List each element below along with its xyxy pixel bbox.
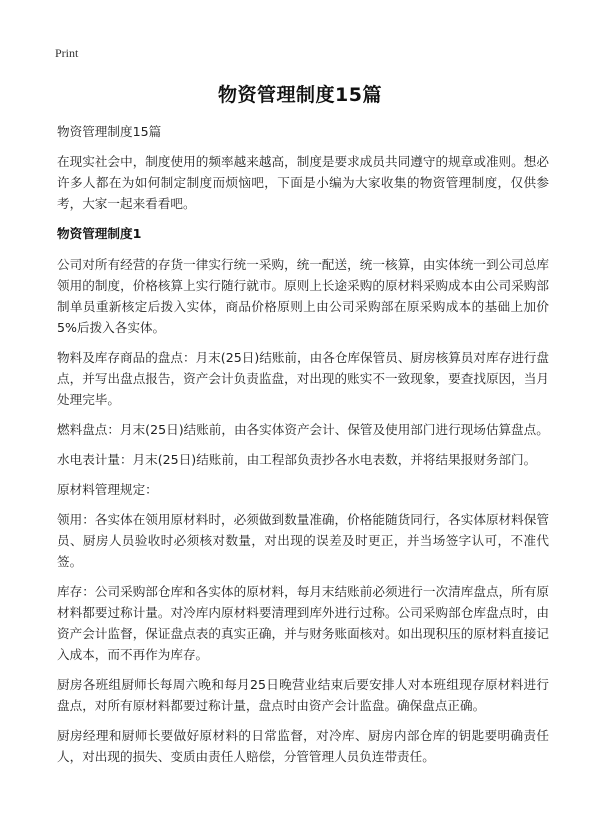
paragraph: 厨房经理和厨师长要做好原材料的日常监督，对冷库、厨房内部仓库的钥匙要明确责任人，对出现的损失、变质由责任人赔偿，分管管理人员负连带责任。 <box>57 728 549 764</box>
paragraph: 原材料管理规定： <box>57 482 158 497</box>
intro-paragraph: 在现实社会中，制度使用的频率越来越高，制度是要求成员共同遵守的规章或准则。想必许多人都在为如何制定制度而烦恼吧，下面是小编为大家收集的物资管理制度，仅供参考，大家一起来看看吧。 <box>57 154 549 211</box>
page-title: 物资管理制度15篇 <box>218 84 382 106</box>
paragraph: 燃料盘点：月末(25日)结账前，由各实体资产会计、保管及使用部门进行现场估算盘点。 <box>57 422 549 437</box>
paragraph: 公司对所有经营的存货一律实行统一采购，统一配送，统一核算，由实体统一到公司总库领用的制度，价格核算上实行随行就市。原则上长途采购的原材料采购成本由公司采购部制单员重新核定后拨入实体，商品价格原则上由公司采购部在原采购成本的基础上加价5%后拨入各实体。 <box>57 257 549 335</box>
paragraph: 水电表计量：月末(25日)结账前，由工程部负责抄各水电表数，并将结果报财务部门。 <box>57 452 537 467</box>
paragraph: 领用：各实体在领用原材料时，必须做到数量准确，价格能随货同行，各实体原材料保管员、厨房人员验收时必须核对数量，对出现的误差及时更正，并当场签字认可，不准代签。 <box>57 512 549 569</box>
section-heading: 物资管理制度1 <box>57 226 142 241</box>
document-body <box>57 121 549 776</box>
paragraph: 物料及库存商品的盘点：月末(25日)结账前，由各仓库保管员、厨房核算员对库存进行盘点，并写出盘点报告，资产会计负责监盘，对出现的账实不一致现象，要查找原因，当月处理完毕。 <box>57 350 549 407</box>
paragraph: 厨房各班组厨师长每周六晚和每月25日晚营业结束后要安排人对本班组现存原材料进行盘点，对所有原材料都要过称计量，盘点时由资产会计监盘。确保盘点正确。 <box>57 677 549 713</box>
paragraph: 库存：公司采购部仓库和各实体的原材料，每月末结账前必须进行一次清库盘点，所有原材料都要过称计量。对冷库内原材料要清理到库外进行过称。公司采购部仓库盘点时，由资产会计监督，保证盘点表的真实正确，并与财务账面核对。如出现积压的原材料直接记入成本，而不再作为库存。 <box>57 584 549 662</box>
document-subtitle: 物资管理制度15篇 <box>57 124 162 139</box>
print-label[interactable]: Print <box>55 46 79 60</box>
